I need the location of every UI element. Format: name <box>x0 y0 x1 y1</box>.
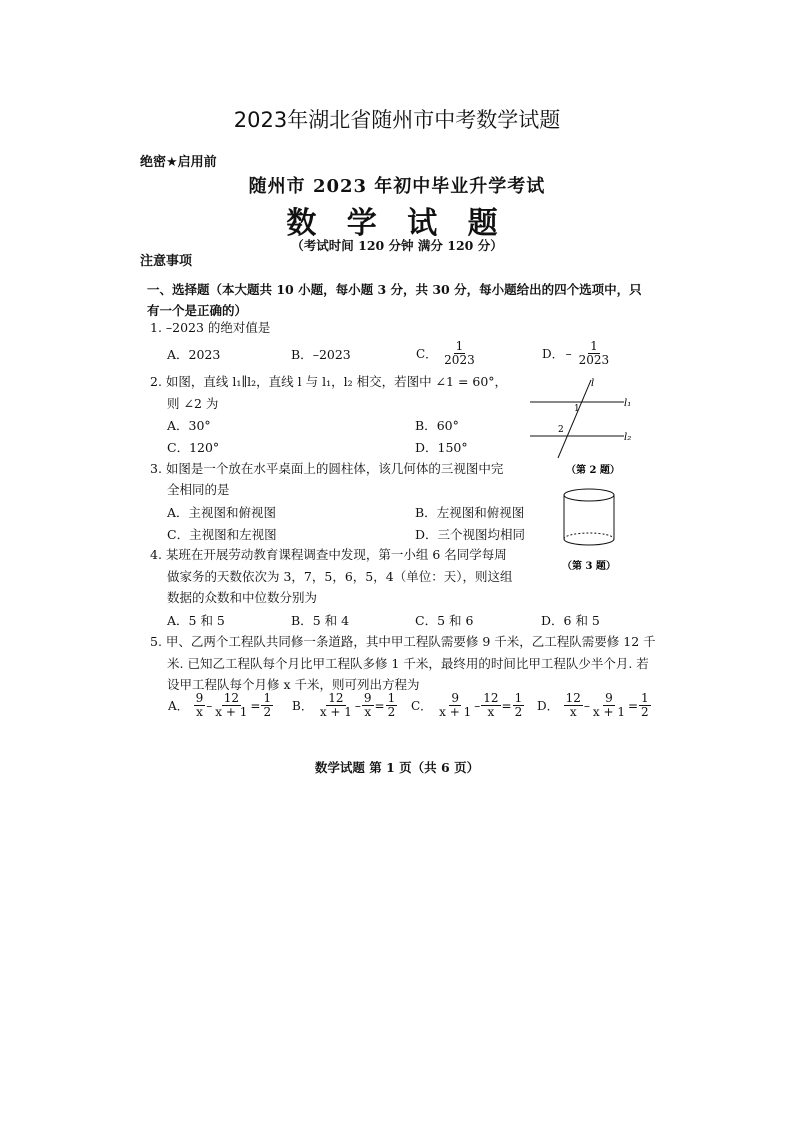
angle1-label: 1 <box>574 404 580 414</box>
q2-option-d: D．150° <box>415 440 468 455</box>
label-l1: l₁ <box>624 398 632 409</box>
fraction: $\frac{9}{x}$ <box>363 691 372 719</box>
section-title: 一、选择题（本大题共 10 小题，每小题 3 分，共 30 分，每小题给出的四个选项中，只有一个是正确的） <box>147 282 642 318</box>
fraction: $\frac{1}{2}$ <box>387 691 396 719</box>
q1-option-c: C． $\frac{1}{2023}$ <box>416 339 475 367</box>
q4-stem-line1: 4. 某班在开展劳动教育课程调查中发现，第一小组 6 名同学每周 <box>150 547 507 562</box>
q3-stem-line2: 全相同的是 <box>167 482 230 497</box>
fraction: $\frac{1}{2}$ <box>514 691 523 719</box>
fraction: $\frac{12}{x + 1}$ <box>319 691 352 719</box>
figure-caption: （第 2 题） <box>566 465 620 476</box>
q3-stem-line1: 3. 如图是一个放在水平桌面上的圆柱体，该几何体的三视图中完 <box>150 461 504 476</box>
q4-option-c: C．5 和 6 <box>415 613 474 628</box>
fraction: $\frac{9}{x + 1}$ <box>439 691 472 719</box>
exam-info: （考试时间 120 分钟 满分 120 分） <box>291 238 503 253</box>
q2-option-a: A．30° <box>167 418 211 433</box>
fraction: $\frac{9}{x}$ <box>195 691 204 719</box>
fraction: $\frac{12}{x}$ <box>565 691 581 719</box>
page-footer: 数学试题 第 1 页（共 6 页） <box>314 760 480 775</box>
q5-stem-line2: 米. 已知乙工程队每个月比甲工程队多修 1 千米，最终用的时间比甲工程队少半个月. 若 <box>167 656 649 671</box>
label-l2: l₂ <box>624 432 632 443</box>
label-l: l <box>591 378 595 389</box>
q5-option-a: A． $\frac{9}{x}$ – $\frac{12}{x + 1}$ = $\frac{1}{2}$ <box>168 691 272 719</box>
q5-stem-line3: 设甲工程队每个月修 x 千米，则可列出方程为 <box>167 677 420 692</box>
q4-option-a: A．5 和 5 <box>167 613 225 628</box>
notice-heading-cut: 注意事项 <box>140 254 193 269</box>
fraction: $\frac{12}{x + 1}$ <box>215 691 248 719</box>
exam-name: 随州市 2023 年初中毕业升学考试 <box>248 176 546 197</box>
q3-option-c: C．主视图和左视图 <box>167 527 277 542</box>
q3-option-a: A．主视图和俯视图 <box>167 505 277 520</box>
q2-stem-line2: 则 ∠2 为 <box>167 396 219 411</box>
figure-caption: （第 3 题） <box>562 561 616 572</box>
q1-stem: 1. –2023 的绝对值是 <box>150 320 271 335</box>
q1-option-d: D． – $\frac{1}{2023}$ <box>542 339 610 367</box>
q2-option-b: B．60° <box>415 418 459 433</box>
fraction: $\frac{12}{x}$ <box>483 691 499 719</box>
secret-label: 绝密★启用前 <box>140 155 217 170</box>
q4-option-b: B．5 和 4 <box>291 613 350 628</box>
q1-option-a: A．2023 <box>167 347 221 362</box>
angle2-label: 2 <box>558 425 564 435</box>
q5-option-c: C． $\frac{9}{x + 1}$ – $\frac{12}{x}$ = $\frac{1}{2}$ <box>411 691 523 719</box>
cylinder-figure <box>556 485 622 575</box>
q5-stem-line1: 5. 甲、乙两个工程队共同修一条道路，其中甲工程队需要修 9 千米，乙工程队需要修 12 千 <box>150 634 656 649</box>
q2-option-c: C．120° <box>167 440 220 455</box>
fraction: $\frac{1}{2023}$ <box>444 339 475 367</box>
q5-option-b: B． $\frac{12}{x + 1}$ – $\frac{9}{x}$ = $\frac{1}{2}$ <box>292 691 396 719</box>
page-title: 2023年湖北省随州市中考数学试题 <box>233 108 561 132</box>
parallel-lines-figure <box>528 374 638 474</box>
q5-option-d: D． $\frac{12}{x}$ – $\frac{9}{x + 1}$ = $\frac{1}{2}$ <box>537 691 649 719</box>
fraction: $\frac{9}{x + 1}$ <box>592 691 625 719</box>
subject-title: 数 学 试 题 <box>286 206 508 241</box>
q3-option-d: D．三个视图均相同 <box>415 527 526 542</box>
fraction: $\frac{1}{2}$ <box>263 691 272 719</box>
q1-option-b: B．–2023 <box>291 347 351 362</box>
q4-option-d: D．6 和 5 <box>541 613 600 628</box>
fraction: $\frac{1}{2023}$ <box>578 339 610 367</box>
q3-option-b: B．左视图和俯视图 <box>415 505 525 520</box>
fraction: $\frac{1}{2}$ <box>641 691 649 719</box>
q2-stem-line1: 2. 如图，直线 l₁∥l₂，直线 l 与 l₁，l₂ 相交，若图中 ∠1 = 60°， <box>150 374 508 389</box>
q4-stem-line2: 做家务的天数依次为 3，7，5，6，5，4（单位：天），则这组 <box>167 569 513 584</box>
q4-stem-line3: 数据的众数和中位数分别为 <box>167 590 318 605</box>
